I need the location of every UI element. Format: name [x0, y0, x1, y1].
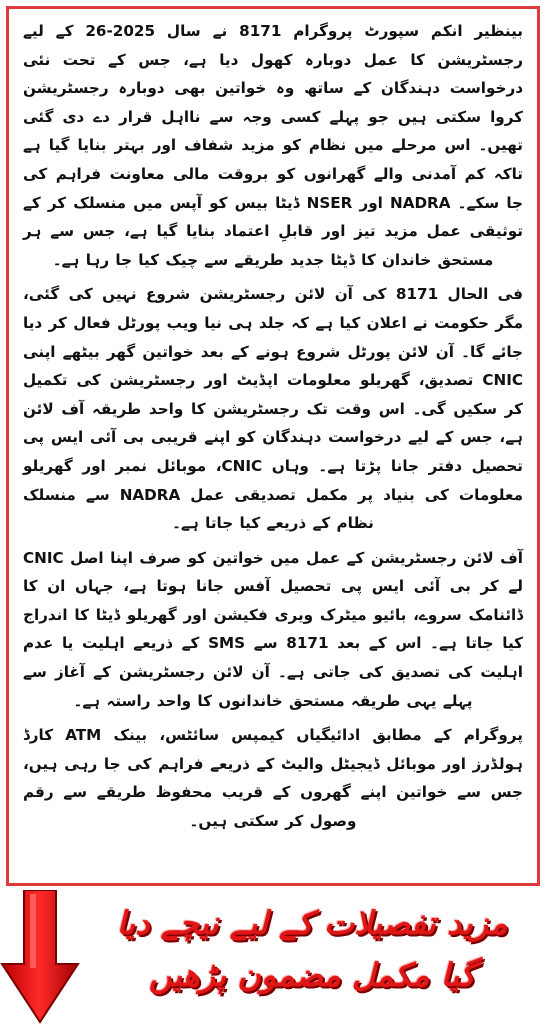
article-paragraph-1: بینظیر انکم سپورٹ پروگرام 8171 نے سال 2025-26 کے لیے رجسٹریشن کا عمل دوبارہ کھول دیا ہے، جس کے تحت نئی درخواست دہندگان کے ساتھ وہ خواتین بھی دوبارہ رجسٹریشن کروا سکتی ہیں جو پہلے کسی وجہ سے نااہل قرار دے دی گئی تھیں۔ اس مرحلے میں نظام کو مزید شفاف اور بہتر بنایا گیا ہے تاکہ کم آمدنی والے گھرانوں کو بروقت مالی معاونت فراہم کی جا سکے۔ NADRA اور NSER ڈیٹا بیس کو آپس میں منسلک کر کے توثیقی عمل مزید تیز اور قابلِ اعتماد بنایا گیا ہے، جس سے ہر مستحق خاندان کا ڈیٹا جدید طریقے سے چیک کیا جا رہا ہے۔ [23, 22, 524, 269]
banner-line-1: مزید تفصیلات کے لیے نیچے دیا [116, 904, 508, 942]
article-paragraph-3: آف لائن رجسٹریشن کے عمل میں خواتین کو صرف اپنا اصل CNIC لے کر بی آئی ایس پی تحصیل آفس جانا ہوتا ہے، جہاں ان کا ڈائنامک سروے، بائیو میٹرک ویری فکیشن اور گھریلو ڈیٹا کا اندراج کیا جاتا ہے۔ اس کے بعد 8171 سے SMS کے ذریعے اہلیت یا عدم اہلیت کی تصدیق کی جاتی ہے۔ آن لائن رجسٹریشن کے آغاز سے پہلے یہی طریقہ مستحق خاندانوں کا واحد راستہ ہے۔ [23, 548, 523, 710]
read-more-banner[interactable] [0, 890, 546, 1024]
article-paragraph-4: پروگرام کے مطابق ادائیگیاں کیمپس سائٹس، بینک ATM کارڈ ہولڈرز اور موبائل ڈیجیٹل والیٹ کے ذریعے فراہم کی جا رہی ہیں، جس سے خواتین اپنے گھروں کے قریب محفوظ طریقے سے رقم وصول کر سکتی ہیں۔ [23, 726, 523, 831]
down-arrow-icon [0, 890, 80, 1024]
banner-line-2: گیا مکمل مضمون پڑھیں [148, 956, 476, 994]
article-paragraph-2: فی الحال 8171 کی آن لائن رجسٹریشن شروع نہیں کی گئی، مگر حکومت نے اعلان کیا ہے کہ جلد ہی نیا ویب پورٹل فعال کر دیا جائے گا۔ آن لائن پورٹل شروع ہونے کے بعد خواتین گھر بیٹھے اپنی CNIC تصدیق، گھریلو معلومات اپڈیٹ اور رجسٹریشن کی تکمیل کر سکیں گی۔ اس وقت تک رجسٹریشن کا واحد طریقہ آف لائن ہے، جس کے لیے درخواست دہندگان کو اپنے قریبی بی آئی ایس پی تحصیل دفتر جانا پڑتا ہے۔ وہاں CNIC، موبائل نمبر اور گھریلو معلومات کی بنیاد پر مکمل تصدیقی عمل NADRA سے منسلک نظام کے ذریعے کیا جاتا ہے۔ [23, 285, 523, 533]
article-box [6, 6, 540, 886]
